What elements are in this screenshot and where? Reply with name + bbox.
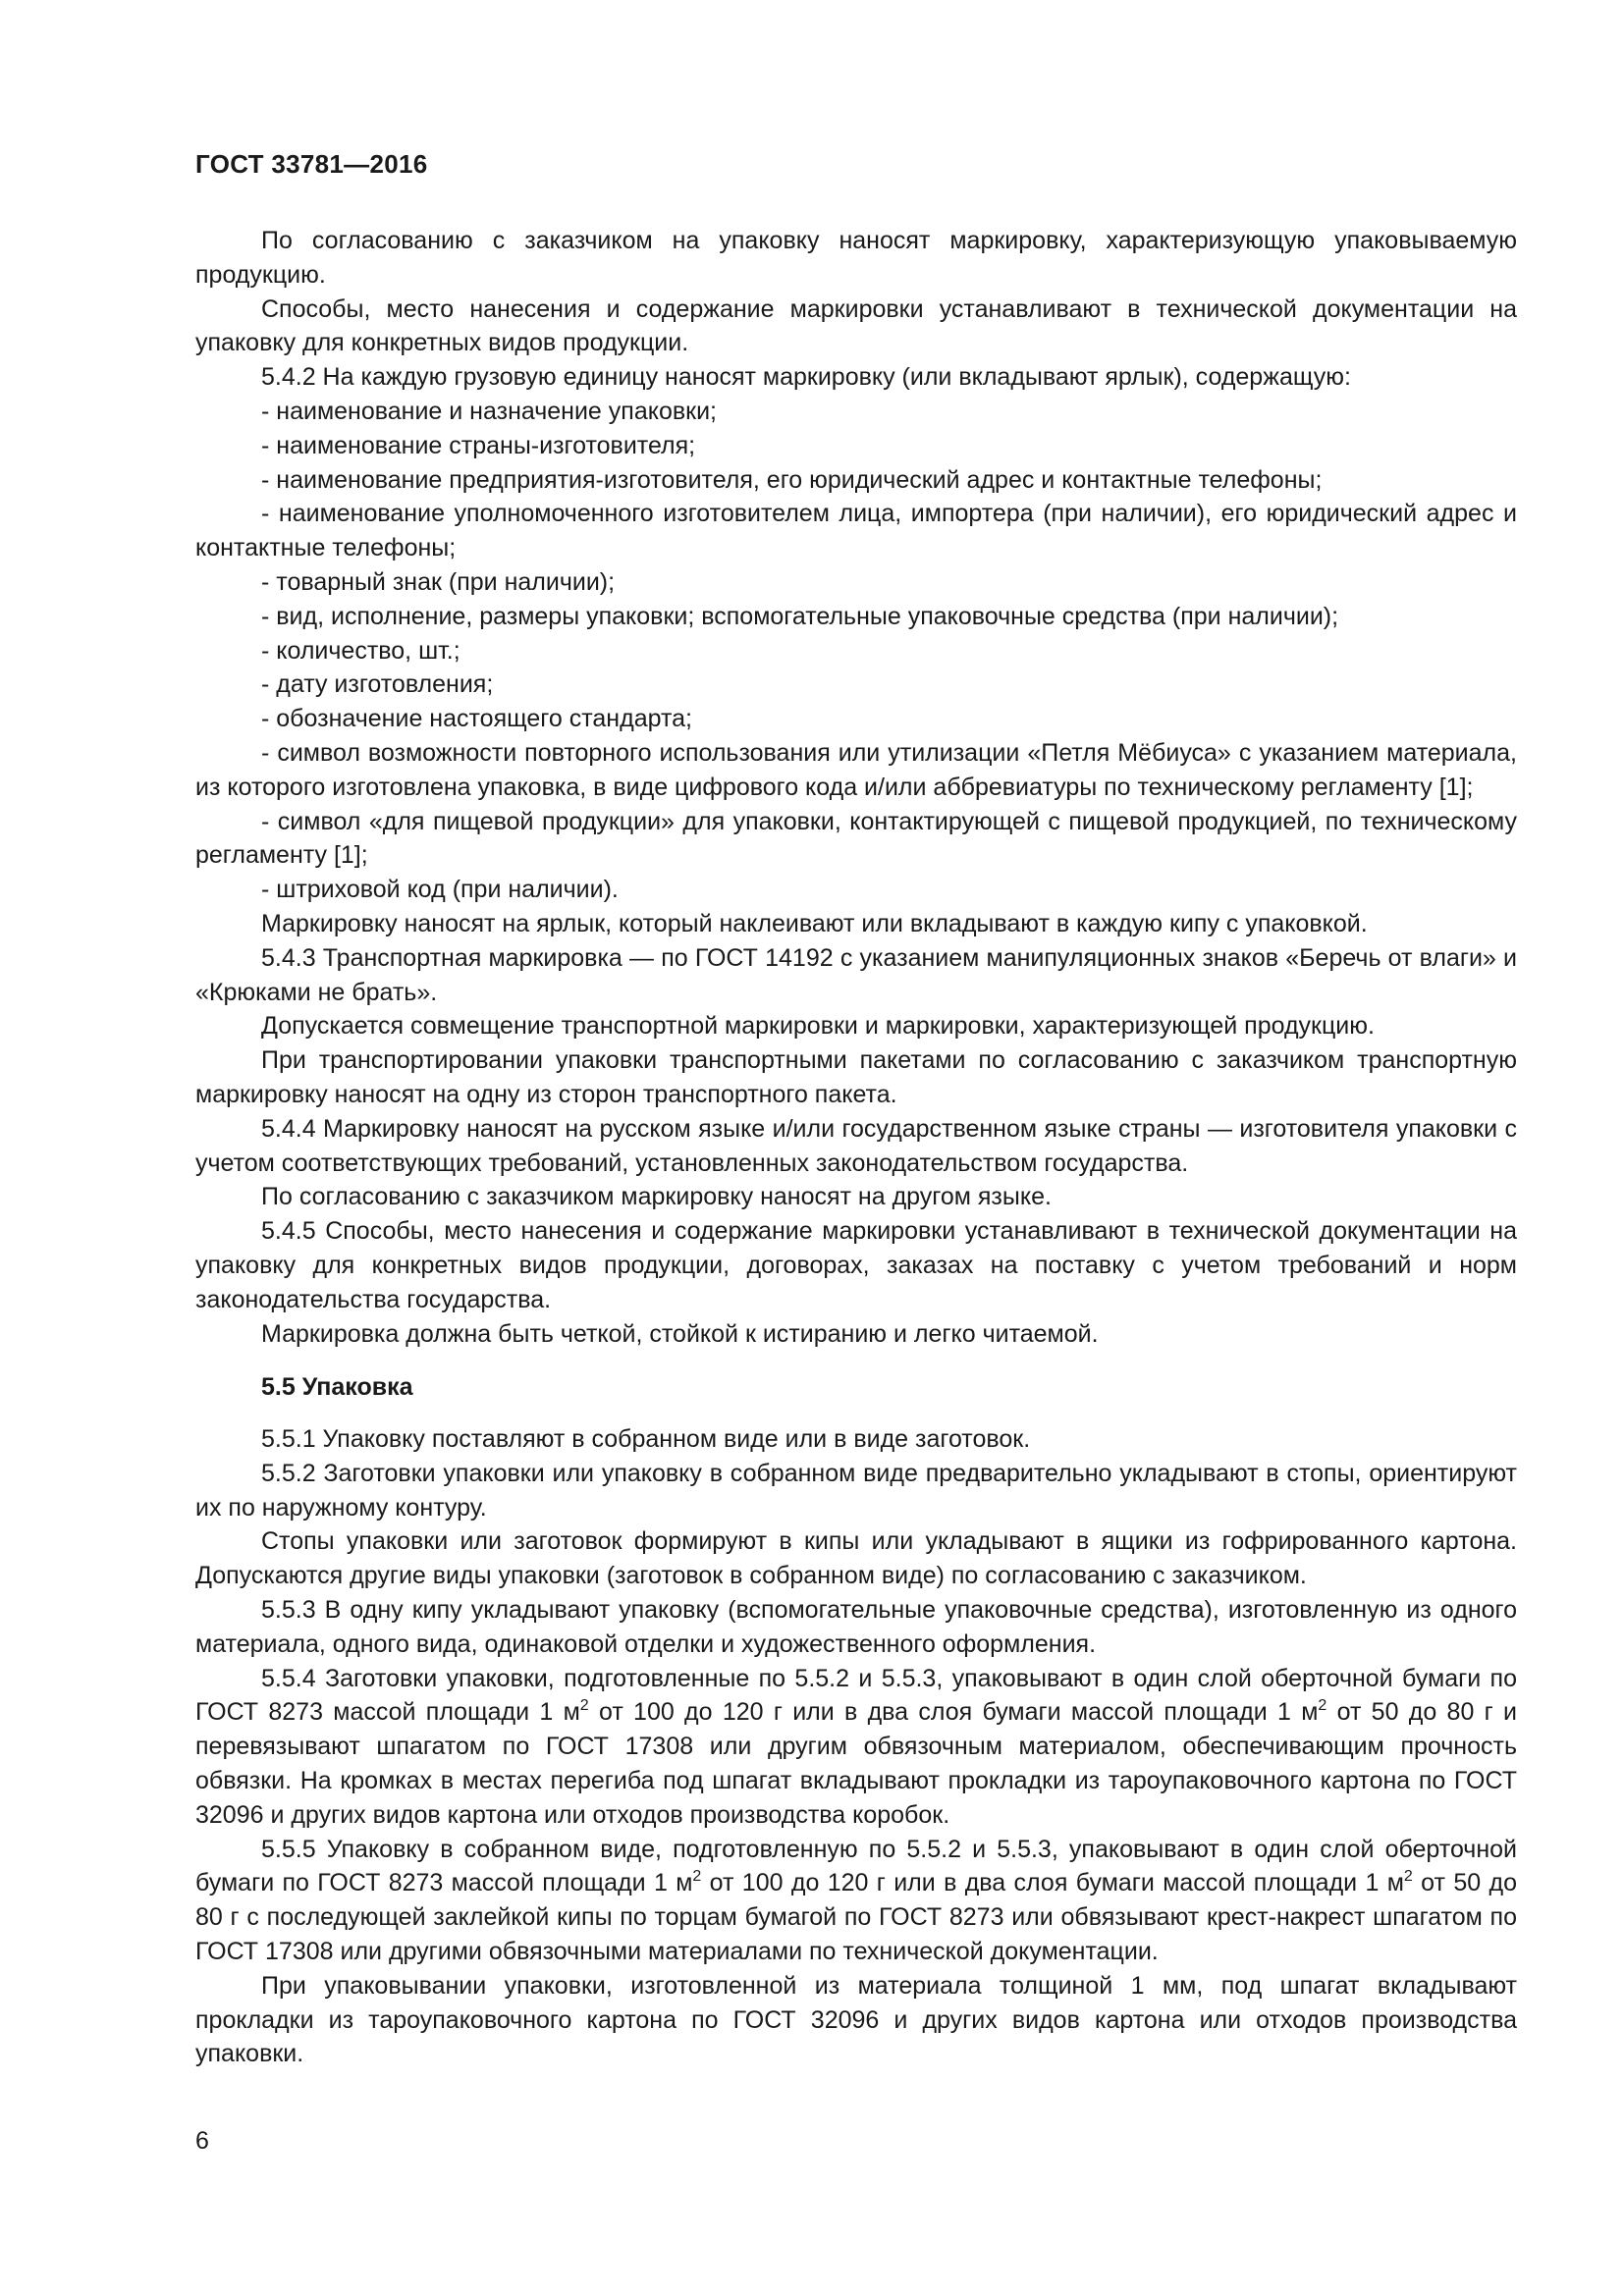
text-run: от 100 до 120 г или в два слоя бумаги массой площади 1 м	[701, 1869, 1404, 1897]
superscript: 2	[579, 1697, 589, 1715]
list-item: - товарный знак (при наличии);	[261, 567, 616, 596]
text-run: 5.5.4 Заготовки упаковки, подготовленные по 5.5.2 и 5.5.3, упаковывают в один слой оберточной бумаги по ГОСТ 8273 массой площади 1 м	[195, 1664, 1517, 1727]
list-item: - количество, шт.;	[261, 636, 460, 665]
list-item: - вид, исполнение, размеры упаковки; вспомогательные упаковочные средства (при наличии);	[261, 602, 1339, 630]
paragraph-5-4-3: 5.4.3 Транспортная маркировка — по ГОСТ 14192 с указанием манипуляционных знаков «Беречь от влаги» и «Крюками не брать».	[195, 943, 1517, 1006]
document-body	[195, 224, 1517, 2071]
text-run: от 50 до 80 г с последующей заклейкой кипы по торцам бумагой по ГОСТ 8273 или обвязывают крест-накрест шпагатом по ГОСТ 17308 или другими обвязочными материалами по технической документации.	[195, 1869, 1517, 1966]
paragraph: Стопы упаковки или заготовок формируют в кипы или укладывают в ящики из гофрированного картона. Допускаются другие виды упаковки (заготовок в собранном виде) по согласованию с заказчиком.	[195, 1527, 1517, 1590]
paragraph-5-5-3: 5.5.3 В одну кипу укладывают упаковку (вспомогательные упаковочные средства), изготовленную из одного материала, одного вида, одинаковой отделки и художественного оформления.	[195, 1596, 1517, 1658]
section-heading: 5.5 Упаковка	[261, 1373, 413, 1402]
list-item: - наименование страны-изготовителя;	[261, 431, 696, 459]
paragraph-5-4-2: 5.4.2 На каждую грузовую единицу наносят маркировку (или вкладывают ярлык), содержащую:	[261, 363, 1351, 392]
list-item: - наименование предприятия-изготовителя, его юридический адрес и контактные телефоны;	[261, 465, 1323, 494]
paragraph: Способы, место нанесения и содержание маркировки устанавливают в технической документации на упаковку для конкретных видов продукции.	[195, 294, 1517, 357]
paragraph-5-4-5: 5.4.5 Способы, место нанесения и содержание маркировки устанавливают в технической документации на упаковку для конкретных видов продукции, договорах, заказах на поставку с учетом требований и норм законодательства государства.	[195, 1217, 1517, 1313]
text-run: 5.5.5 Упаковку в собранном виде, подготовленную по 5.5.2 и 5.5.3, упаковывают в один слой оберточной бумаги по ГОСТ 8273 массой площади 1 м	[195, 1835, 1517, 1897]
paragraph: Маркировку наносят на ярлык, который наклеивают или вкладывают в каждую кипу с упаковкой.	[261, 909, 1368, 937]
superscript: 2	[1318, 1697, 1327, 1715]
text-run: от 50 до 80 г и перевязывают шпагатом по ГОСТ 17308 или другим обвязочным материалом, обеспечивающим прочность обвязки. На кромках в местах перегиба под шпагат вкладывают прокладки из тароупаковочного картона по ГОСТ 32096 и других видов картона или отходов производства коробок.	[195, 1698, 1517, 1829]
paragraph: Допускается совмещение транспортной маркировки и маркировки, характеризующей продукцию.	[261, 1012, 1375, 1041]
paragraph: При упаковывании упаковки, изготовленной из материала толщиной 1 мм, под шпагат вкладывают прокладки из тароупаковочного картона по ГОСТ 32096 и других видов картона или отходов производства упаковки.	[195, 1971, 1517, 2068]
paragraph: При транспортировании упаковки транспортными пакетами по согласованию с заказчиком транспортную маркировку наносят на одну из сторон транспортного пакета.	[195, 1046, 1517, 1108]
paragraph-5-5-1: 5.5.1 Упаковку поставляют в собранном виде или в виде заготовок.	[261, 1425, 1031, 1454]
paragraph: Маркировка должна быть четкой, стойкой к истиранию и легко читаемой.	[261, 1319, 1099, 1348]
page-number: 6	[195, 2127, 209, 2155]
paragraph-5-5-2: 5.5.2 Заготовки упаковки или упаковку в собранном виде предварительно укладывают в стопы, ориентируют их по наружному контуру.	[195, 1459, 1517, 1522]
paragraph-5-4-4: 5.4.4 Маркировку наносят на русском языке и/или государственном языке страны — изготовителя упаковки с учетом соответствующих требований, установленных законодательством государства.	[195, 1114, 1517, 1177]
list-item: - символ возможности повторного использования или утилизации «Петля Мёбиуса» с указанием материала, из которого изготовлена упаковка, в виде цифрового кода и/или аббревиатуры по техническому регламенту [1];	[195, 738, 1517, 801]
text-run: от 100 до 120 г или в два слоя бумаги массой площади 1 м	[588, 1698, 1319, 1727]
document-header: ГОСТ 33781—2016	[195, 149, 428, 179]
paragraph-5-5-5	[195, 1833, 1517, 1969]
list-item: - символ «для пищевой продукции» для упаковки, контактирующей с пищевой продукцией, по техническому регламенту [1];	[195, 807, 1517, 870]
superscript: 2	[692, 1868, 702, 1886]
list-item: - дату изготовления;	[261, 670, 494, 699]
list-item: - наименование и назначение упаковки;	[261, 397, 717, 425]
paragraph-5-5-4	[195, 1662, 1517, 1833]
paragraph: По согласованию с заказчиком на упаковку наносят маркировку, характеризующую упаковываемую продукцию.	[195, 227, 1517, 289]
paragraph: По согласованию с заказчиком маркировку наносят на другом языке.	[261, 1183, 1052, 1211]
list-item: - штриховой код (при наличии).	[261, 876, 619, 904]
superscript: 2	[1403, 1868, 1413, 1886]
list-item: - обозначение настоящего стандарта;	[261, 705, 692, 733]
list-item: - наименование уполномоченного изготовителем лица, импортера (при наличии), его юридический адрес и контактные телефоны;	[195, 500, 1517, 562]
